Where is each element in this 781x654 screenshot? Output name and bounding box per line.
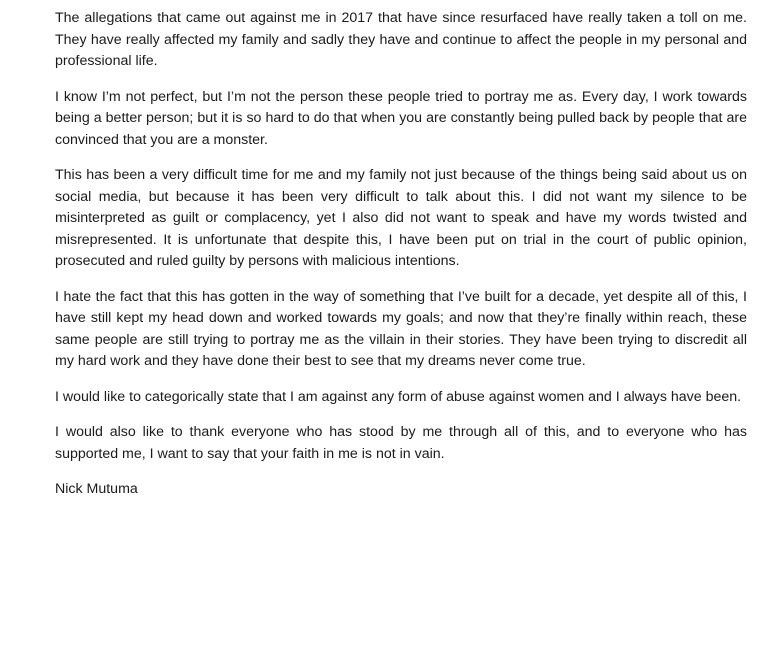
statement-body [55, 8, 747, 501]
paragraph-built-for-decade: I hate the fact that this has gotten in the way of something that I’ve built for a decade, yet despite all of this, I have still kept my head down and worked towards my goals; and now that they’re finally within reach, these same people are still trying to portray me as the villain in their stories. They have been trying to discredit all my hard work and they have done their best to see that my dreams never come true. [55, 288, 747, 369]
paragraph-difficult-time: This has been a very difficult time for me and my family not just because of the things being said about us on social media, but because it has been very difficult to talk about this. I did not want my silence to be misinterpreted as guilt or complacency, yet I also did not want to speak and have my words twisted and misrepresented. It is unfortunate that despite this, I have been put on trial in the court of public opinion, prosecuted and ruled guilty by persons with malicious intentions. [55, 167, 747, 269]
signature: Nick Mutuma [55, 481, 138, 497]
paragraph-thank-supporters: I would also like to thank everyone who has stood by me through all of this, and to everyone who has supported me, I want to say that your faith in me is not in vain. [55, 424, 747, 462]
paragraph-not-perfect: I know I’m not perfect, but I’m not the person these people tried to portray me as. Every day, I work towards being a better person; but it is so hard to do that when you are constantly being pulled back by people that are convinced that you are a monster. [55, 88, 747, 148]
paragraph-against-abuse: I would like to categorically state that I am against any form of abuse against women and I always have been. [55, 388, 742, 405]
paragraph-allegations-toll: The allegations that came out against me in 2017 that have since resurfaced have really taken a toll on me. They have really affected my family and sadly they have and continue to affect the people in my personal and professional life. [55, 10, 747, 69]
